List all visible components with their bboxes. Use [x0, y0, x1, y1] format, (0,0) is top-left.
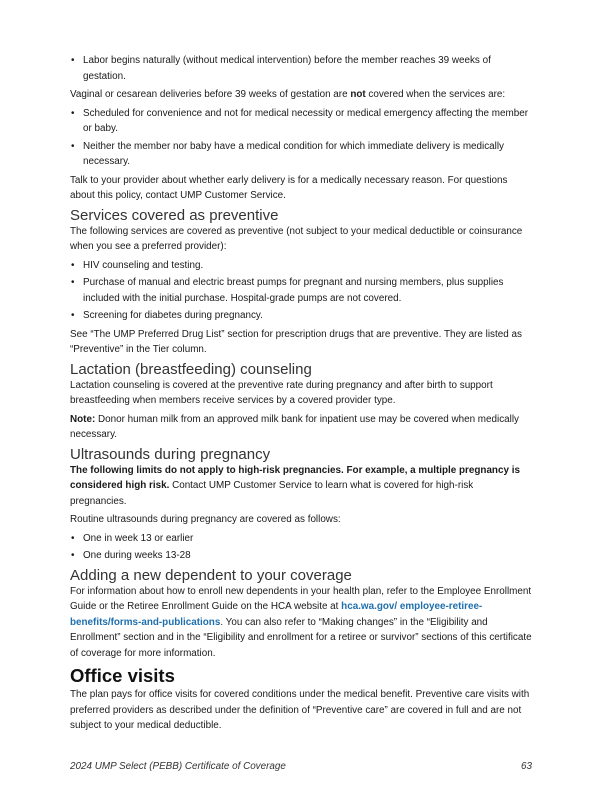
bullet-icon: • [71, 310, 75, 321]
not-covered-paragraph [70, 87, 532, 103]
list-item [70, 308, 532, 324]
section-heading-dependent: Adding a new dependent to your coverage [70, 566, 352, 584]
footer-title: 2024 UMP Select (PEBB) Certificate of Coverage [70, 760, 286, 772]
preventive-bullets [70, 258, 532, 324]
ultrasounds-routine: Routine ultrasounds during pregnancy are covered as follows: [70, 514, 341, 525]
section-heading-preventive: Services covered as preventive [70, 206, 279, 224]
text: For information about how to enroll new dependents in your health plan, refer to the Employee Enrollment Guide or the Retiree Enrollment Guide on the HCA website at [70, 585, 532, 612]
not-covered-bullets [70, 106, 532, 170]
section-heading-ultrasounds: Ultrasounds during pregnancy [70, 445, 271, 463]
list-item [70, 53, 532, 84]
bullet-icon: • [71, 259, 75, 271]
talk-paragraph: Talk to your provider about whether early delivery is for a medically necessary reason. For questions about this policy, contact UMP Customer Service. [70, 174, 508, 201]
bullet-text: HIV counseling and testing. [83, 259, 204, 271]
document-page [70, 53, 532, 734]
emphasis: not [350, 89, 366, 100]
bullet-text: Neither the member nor baby have a medical condition for which immediate delivery is medically necessary. [83, 140, 504, 167]
bullet-icon: • [71, 55, 75, 66]
bullet-text: One during weeks 13-28 [83, 550, 191, 561]
text: . You can also refer to “Making changes” in the “Eligibility and Enrollment” section and in the “Eligibility and enrollment for a retiree or survivor” sections of this certificate of coverage for more information. [70, 616, 532, 659]
text: Vaginal or cesarean deliveries before 39 weeks of gestation are [70, 89, 351, 100]
section-heading-office-visits: Office visits [70, 665, 175, 686]
bullet-icon: • [71, 277, 75, 288]
bullet-text: Purchase of manual and electric breast pumps for pregnant and nursing members, plus supplies included with the initial purchase. Hospital-grade pumps are not covered. [83, 277, 504, 304]
bullet-icon: • [71, 140, 75, 152]
list-item [70, 531, 532, 547]
bullet-text: Screening for diabetes during pregnancy. [83, 310, 263, 321]
bullet-icon: • [71, 550, 75, 561]
bullet-icon: • [71, 532, 75, 544]
emphasis: The following limits do not apply to high-risk pregnancies. For example, a multiple pregnancy is considered high risk. [70, 464, 520, 491]
hca-forms-link[interactable]: hca.wa.gov/ employee-retiree-benefits/forms-and-publications [70, 601, 483, 628]
bullet-text: One in week 13 or earlier [83, 532, 194, 544]
intro-bullets [70, 53, 532, 84]
ultrasounds-limits [70, 463, 532, 510]
list-item [70, 106, 532, 137]
preventive-note: See “The UMP Preferred Drug List” section for prescription drugs that are preventive. They are listed as “Preventive” in the Tier column. [70, 328, 522, 355]
lactation-paragraph: Lactation counseling is covered at the preventive rate during pregnancy and after birth to support breastfeeding when members receive services by a covered provider type. [70, 379, 493, 406]
dependent-paragraph [70, 584, 532, 662]
bullet-text: Scheduled for convenience and not for medical necessity or medical emergency affecting the member or baby. [83, 107, 528, 134]
text: covered when the services are: [365, 89, 506, 100]
bullet-text: Labor begins naturally (without medical intervention) before the member reaches 39 weeks of gestation. [83, 55, 491, 82]
list-item [70, 139, 532, 170]
text: Contact UMP Customer Service to learn what is covered for high-risk pregnancies. [70, 480, 474, 507]
list-item [70, 548, 532, 564]
lactation-note [70, 412, 532, 443]
ultrasounds-bullets [70, 531, 532, 564]
note-label: Note: [70, 413, 96, 425]
preventive-intro: The following services are covered as preventive (not subject to your medical deductible or coinsurance when you see a preferred provider): [70, 225, 523, 252]
office-visits-paragraph: The plan pays for office visits for covered conditions under the medical benefit. Preventive care visits with preferred providers as described under the definition of “Preventive care” are covered in full and are not subject to your medical deductible. [70, 689, 530, 731]
list-item [70, 275, 532, 306]
page-footer [70, 760, 532, 774]
page-number: 63 [521, 760, 532, 772]
note-text: Donor human milk from an approved milk bank for inpatient use may be covered when medically necessary. [70, 413, 519, 440]
list-item [70, 258, 532, 274]
bullet-icon: • [71, 107, 75, 119]
section-heading-lactation: Lactation (breastfeeding) counseling [70, 360, 312, 378]
